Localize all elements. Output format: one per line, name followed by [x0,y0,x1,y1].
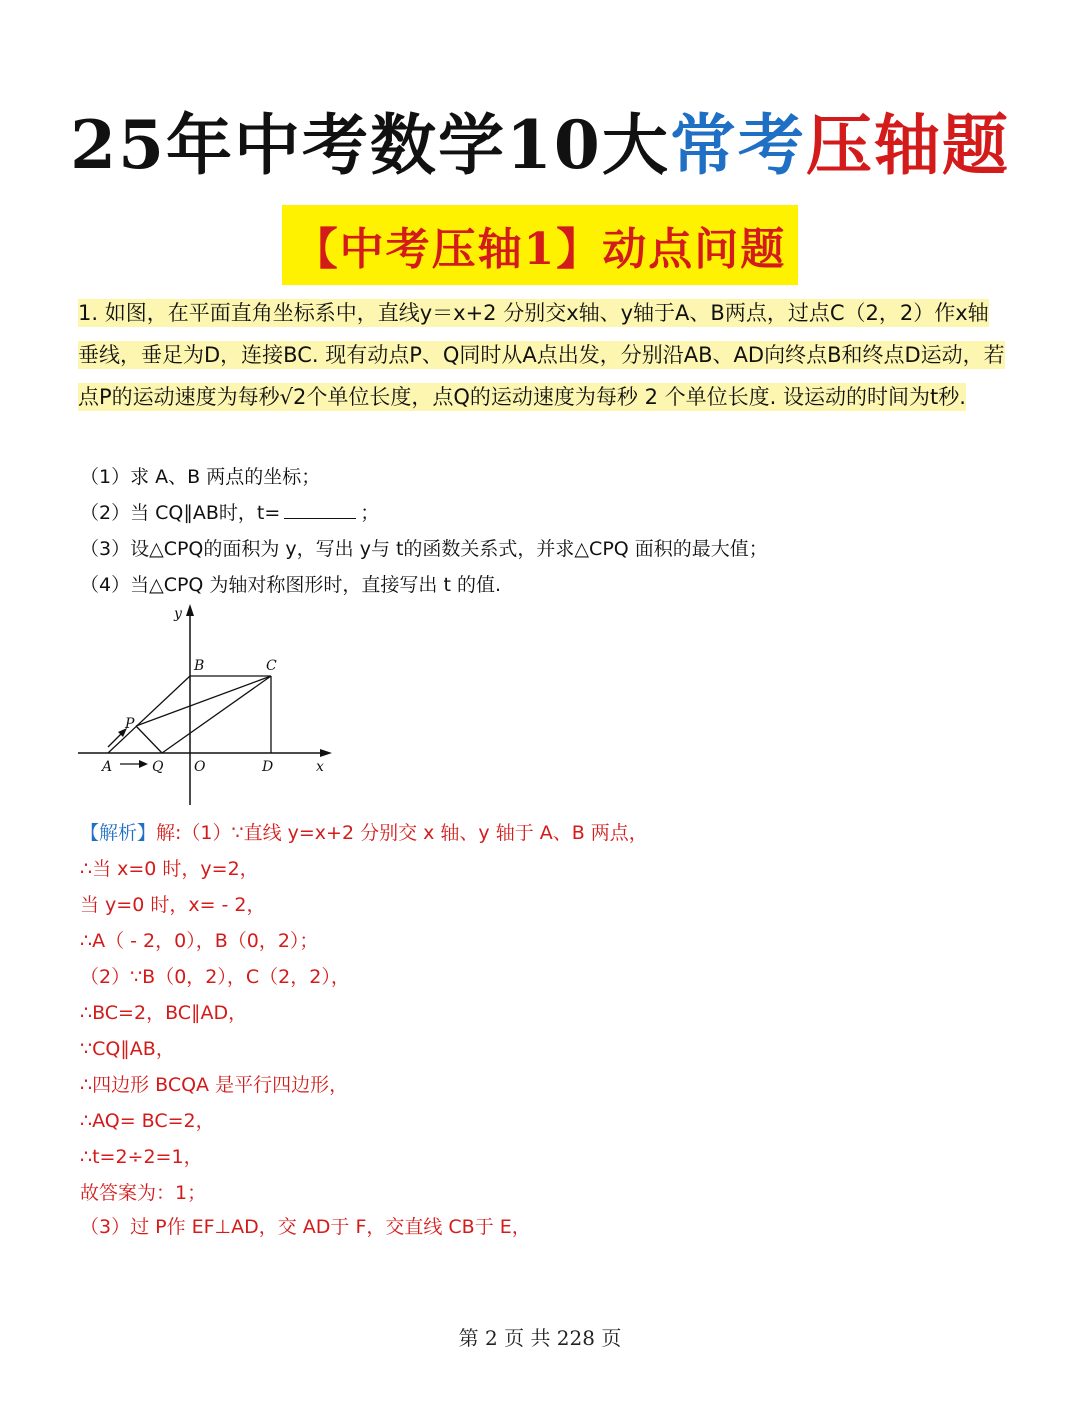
solution-tag: 【解析】 [80,822,157,844]
label-b: B [194,658,205,674]
x-axis-arrow [320,749,332,757]
title-part-black: 25年中考数学10大 [70,106,670,184]
solution-line-1 [80,818,648,845]
label-o: O [194,759,206,775]
segment-pc [136,676,271,726]
label-c: C [266,658,277,674]
solution-line-3: 当 y=0 时，x= - 2， [80,894,266,916]
question-3: （3）设△CPQ的面积为 y，写出 y与 t的函数关系式，并求△CPQ 面积的最大值； [80,538,768,560]
section-subtitle: 【中考压轴1】动点问题 [282,205,799,285]
solution-line-11: 故答案为：1； [80,1182,207,1204]
title-part-blue: 常考 [669,106,806,184]
q-arrow-head [139,760,148,768]
page-footer: 第 2 页 共 228 页 [458,1326,622,1350]
question-2-end: ； [360,502,380,524]
label-x: x [316,759,324,775]
coordinate-figure [78,600,338,810]
label-d: D [262,759,274,775]
answer-blank [284,518,356,519]
problem-statement [78,292,1008,418]
label-q: Q [152,759,164,775]
segment-pq [136,726,162,753]
solution-line-10: ∴t=2÷2=1， [80,1146,203,1168]
question-1: （1）求 A、B 两点的坐标； [80,466,321,488]
label-a: A [102,759,113,775]
solution-line-6: ∴BC=2，BC∥AD， [80,1002,248,1024]
title-part-red: 压轴题 [805,106,1010,184]
solution-line-9: ∴AQ= BC=2， [80,1110,215,1132]
page-title [0,92,1080,187]
question-2-text: （2）当 CQ∥AB时，t= [80,502,281,524]
label-p: P [125,716,135,732]
solution-line-5: （2）∵B（0，2），C（2，2）， [80,966,350,988]
problem-text: 1. 如图，在平面直角坐标系中，直线y＝x+2 分别交x轴、y轴于A、B两点，过点C（2，2）作x轴垂线，垂足为D，连接BC. 现有动点P、Q同时从A点出发，分别沿AB、AD向终点B和终点D运动，若点P的运动速度为每秒√2个单位长度，点Q的运动速度为每秒 2 个单位长度. 设运动的时间为t秒. [78,301,1005,409]
label-y: y [174,606,182,622]
subtitle-wrap [0,205,1080,285]
solution-line-12: （3）过 P作 EF⊥AD，交 AD于 F，交直线 CB于 E， [80,1216,531,1238]
question-4: （4）当△CPQ 为轴对称图形时，直接写出 t 的值. [80,574,501,596]
solution-line-4: ∴A（ - 2，0），B（0，2）； [80,930,319,952]
question-2 [80,498,379,525]
solution-line-2: ∴当 x=0 时，y=2， [80,858,259,880]
solution-line-7: ∵CQ∥AB， [80,1038,175,1060]
solution-line-8: ∴四边形 BCQA 是平行四边形， [80,1074,349,1096]
y-axis-arrow [186,604,194,616]
solution-line-1-text: 解:（1）∵直线 y=x+2 分别交 x 轴、y 轴于 A、B 两点， [156,822,648,844]
